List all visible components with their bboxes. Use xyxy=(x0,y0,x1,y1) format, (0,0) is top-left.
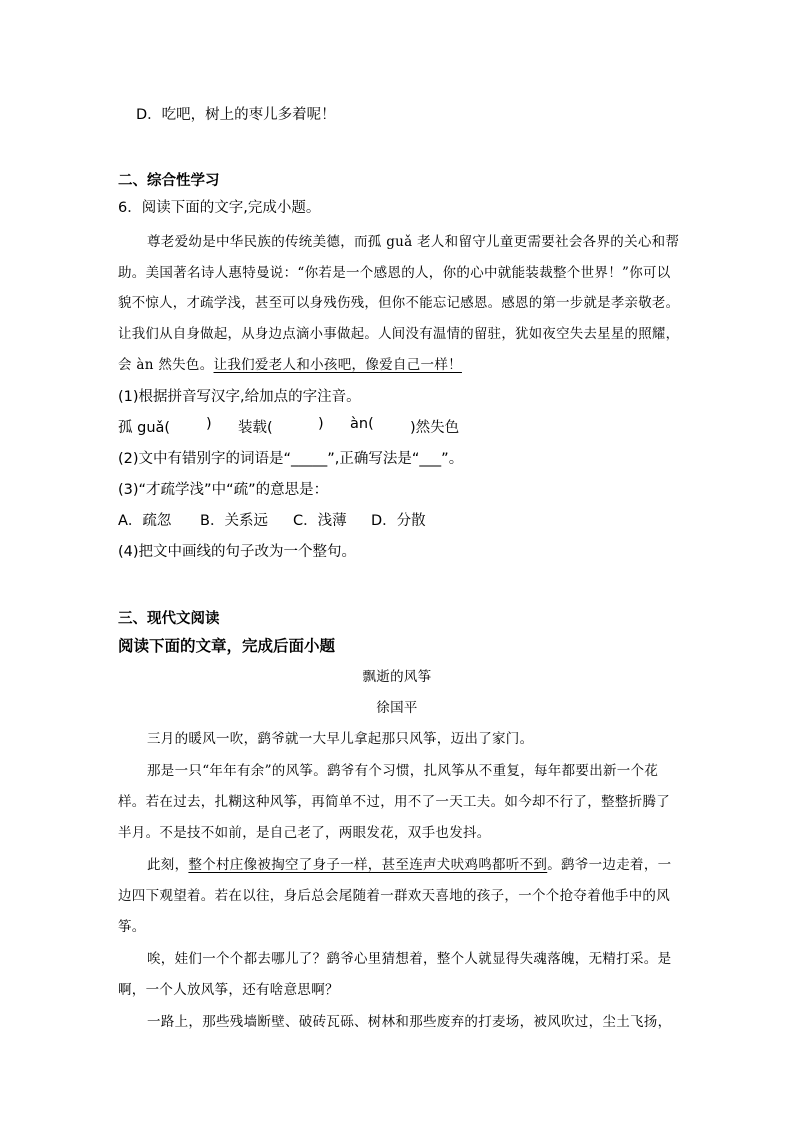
q6-sub1-blank-a: 孤 guǎ( xyxy=(118,420,171,436)
passage-line-2: 助。美国著名诗人惠特曼说：“你若是一个感恩的人，你的心中就能装裁整个世界！”你可以 xyxy=(118,265,671,281)
q6-sub3-option-d: D．分散 xyxy=(371,513,426,529)
q6-sub3-option-a: A．疏忽 xyxy=(118,513,172,529)
q6-sub4: (4)把文中画线的句子改为一个整句。 xyxy=(118,544,357,560)
passage-line-1: 尊老爱幼是中华民族的传统美德，而孤 guǎ 老人和留守儿童更需要社会各界的关心和帮 xyxy=(147,234,680,250)
article-p2-line-1: 那是一只“年年有余”的风筝。鹞爷有个习惯，扎风筝从不重复，每年都要出新一个花 xyxy=(147,763,659,779)
article-p3-line-1 xyxy=(147,853,671,873)
article-author: 徐国平 xyxy=(376,700,418,716)
q6-sub1-blank-b-close: ) xyxy=(318,416,324,432)
q5-option-d: D．吃吧，树上的枣儿多着呢！ xyxy=(136,107,336,123)
q6-sub3-option-c: C．浅薄 xyxy=(293,513,347,529)
q6-sub1: (1)根据拼音写汉字,给加点的字注音。 xyxy=(118,389,361,405)
q6-sub3: (3)“才疏学浅”中“疏”的意思是： xyxy=(118,482,329,498)
q6-sub1-blank-c: àn( xyxy=(350,416,374,432)
section2-heading: 二、综合性学习 xyxy=(118,173,220,189)
q6-title: 6．阅读下面的文字,完成小题。 xyxy=(118,200,321,216)
passage-line-5-plain: 会 àn 然失色。 xyxy=(118,357,214,373)
passage-line-4: 让我们从自身做起，从身边点滴小事做起。人间没有温情的留驻，犹如夜空失去星星的照耀， xyxy=(118,327,680,342)
article-p1: 三月的暖风一吹，鹞爷就一大早儿拿起那只风筝，迈出了家门。 xyxy=(147,731,534,747)
article-p5-line-1: 一路上，那些残墙断壁、破砖瓦砾、树林和那些废弃的打麦场，被风吹过，尘土飞扬， xyxy=(147,1014,672,1030)
article-p3-line-3: 筝。 xyxy=(118,919,146,935)
passage-line-5 xyxy=(118,353,462,373)
article-p2-line-2: 样。若在过去，扎糊这种风筝，再简单不过，用不了一天工夫。如今却不行了，整整折腾了 xyxy=(118,794,670,810)
article-p3-tail: 。鹞爷一边走着，一 xyxy=(547,857,672,873)
article-p2-line-3: 半月。不是技不如前，是自己老了，两眼发花，双手也发抖。 xyxy=(118,825,491,841)
underlined-sentence: 让我们爱老人和小孩吧，像爱自己一样！ xyxy=(213,357,462,373)
q6-sub3-option-b: B．关系远 xyxy=(200,513,268,529)
article-p4-line-1: 唉，娃们一个个都去哪儿了？鹞爷心里猜想着，整个人就显得失魂落魄，无精打采。是 xyxy=(147,951,672,967)
section3-instruction: 阅读下面的文章，完成后面小题 xyxy=(118,637,336,655)
article-title: 飘逝的风筝 xyxy=(362,669,432,685)
article-p4-line-2: 啊，一个人放风筝，还有啥意思啊？ xyxy=(118,982,339,998)
q6-sub1-blank-c-close: )然失色 xyxy=(410,420,460,436)
article-underlined-sentence: 整个村庄像被掏空了身子一样，甚至连声犬吠鸡鸣都听不到 xyxy=(188,857,548,873)
q6-sub1-blank-b: 装载( xyxy=(238,420,273,436)
section3-heading: 三、现代文阅读 xyxy=(118,611,220,627)
q6-sub1-blank-a-close: ) xyxy=(206,416,212,432)
article-p3-line-2: 边四下观望着。若在以往，身后总会尾随着一群欢天喜地的孩子，一个个抢夺着他手中的风 xyxy=(118,888,670,904)
article-p3-lead: 此刻， xyxy=(147,857,189,873)
q6-sub2: (2)文中有错别字的词语是“_____”,正确写法是“___”。 xyxy=(118,451,464,467)
passage-line-3: 貌不惊人，才疏学浅，甚至可以身残伤残，但你不能忘记感恩。感恩的第一步就是孝亲敬老。 xyxy=(118,296,680,311)
